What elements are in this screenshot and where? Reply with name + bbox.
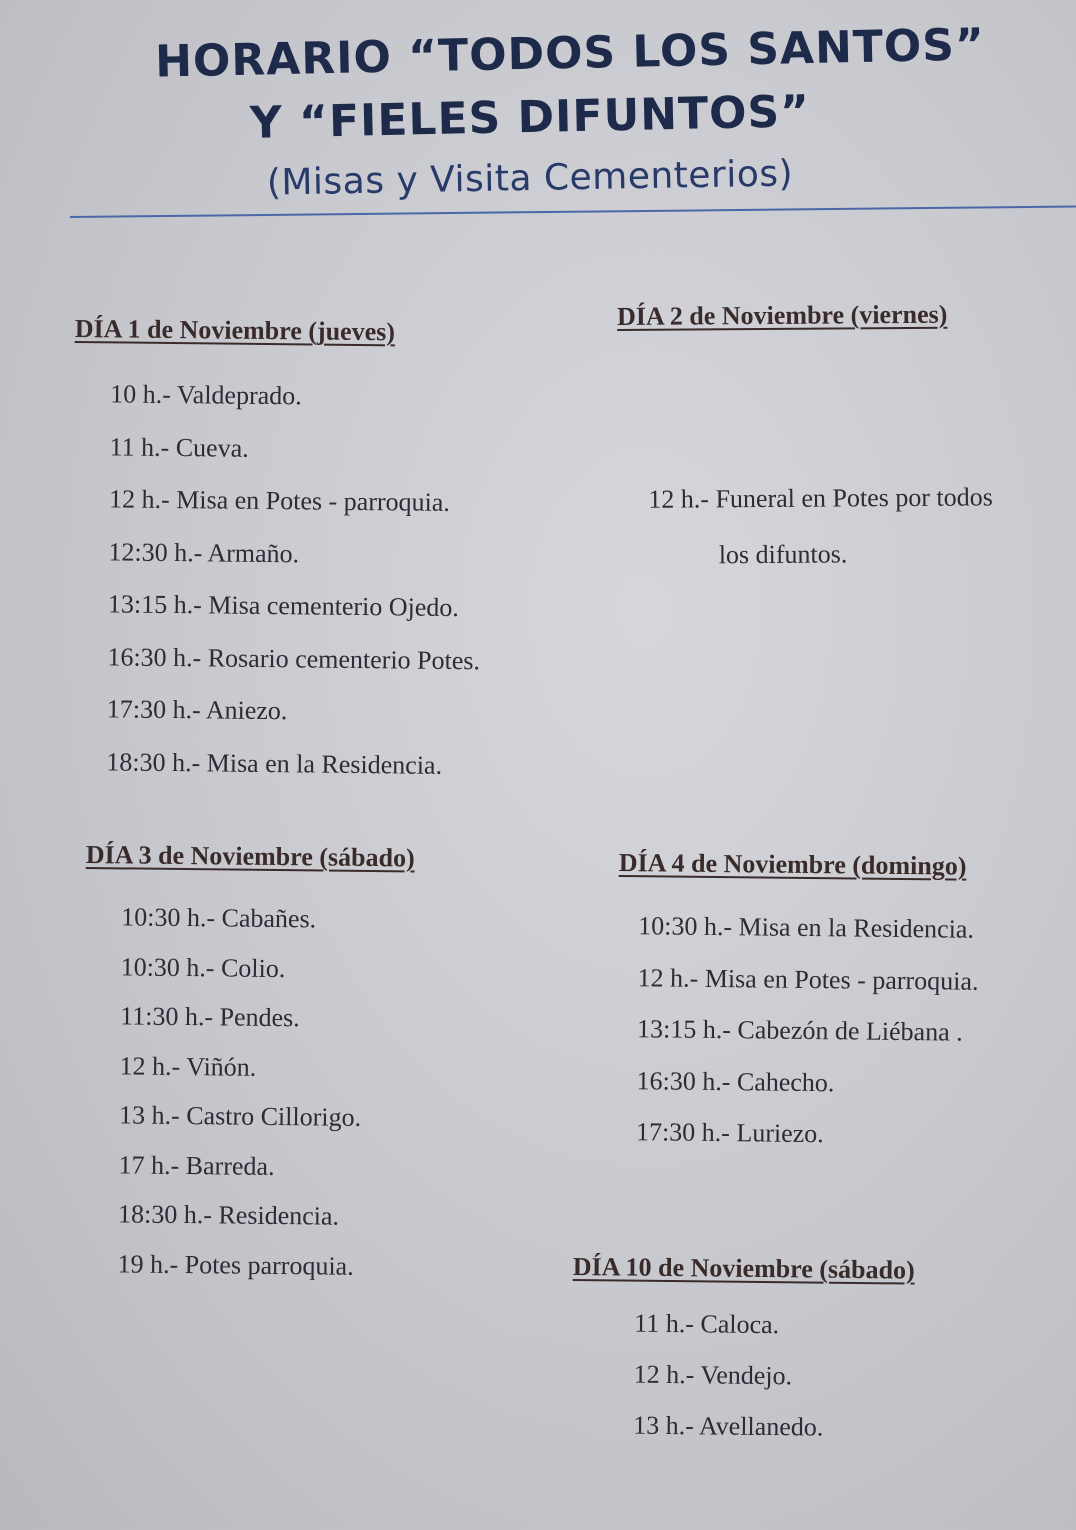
day-heading: DÍA 10 de Noviembre (sábado) <box>572 1252 915 1285</box>
schedule-list <box>633 1299 914 1455</box>
schedule-item: 10:30 h.- Colio. <box>120 951 286 983</box>
schedule-item: 18:30 h.- Misa en la Residencia. <box>106 746 443 780</box>
poster-title-line-2: Y “FIELES DIFUNTOS” <box>249 86 811 149</box>
schedule-item: 10:30 h.- Cabañes. <box>121 902 317 934</box>
day-3-section <box>81 840 415 1291</box>
schedule-item: 11 h.- Cueva. <box>109 431 249 463</box>
day-heading: DÍA 2 de Noviembre (viernes) <box>617 299 948 331</box>
schedule-item: 17:30 h.- Luriezo. <box>635 1117 824 1149</box>
schedule-item: 16:30 h.- Rosario cementerio Potes. <box>107 641 481 675</box>
schedule-item: 12 h.- Funeral en Potes por todos <box>648 482 993 514</box>
schedule-item: 13 h.- Castro Cillorigo. <box>118 1100 362 1132</box>
schedule-item: 12 h.- Misa en Potes - parroquia. <box>637 962 979 996</box>
schedule-item: 13:15 h.- Cabezón de Liébana . <box>636 1014 963 1047</box>
schedule-item: 10:30 h.- Misa en la Residencia. <box>638 911 975 944</box>
schedule-item: 16:30 h.- Cahecho. <box>636 1065 835 1097</box>
schedule-list <box>117 892 414 1291</box>
schedule-item-continuation: los difuntos. <box>718 539 848 570</box>
poster-title-line-1: HORARIO “TODOS LOS SANTOS” <box>154 19 986 88</box>
day-heading: DÍA 4 de Noviembre (domingo) <box>618 848 967 881</box>
schedule-item: 11 h.- Caloca. <box>634 1308 780 1340</box>
day-1-section <box>70 314 484 792</box>
schedule-item: 10 h.- Valdeprado. <box>110 379 302 411</box>
schedule-item: 11:30 h.- Pendes. <box>120 1001 300 1033</box>
day-4-section <box>616 848 980 1161</box>
schedule-item: 12 h.- Misa en Potes - parroquia. <box>108 484 451 517</box>
schedule-list <box>648 469 1076 584</box>
schedule-item: 12 h.- Viñón. <box>119 1050 257 1082</box>
schedule-item: 18:30 h.- Residencia. <box>117 1199 340 1231</box>
schedule-list <box>106 368 483 792</box>
day-2-section <box>617 299 1076 584</box>
title-divider <box>70 205 1076 218</box>
schedule-item: 17 h.- Barreda. <box>118 1149 275 1181</box>
schedule-item: 17:30 h.- Aniezo. <box>106 694 288 726</box>
poster-subtitle: (Misas y Visita Cementerios) <box>266 153 794 204</box>
day-heading: DÍA 3 de Noviembre (sábado) <box>85 840 415 873</box>
schedule-item: 19 h.- Potes parroquia. <box>117 1248 354 1281</box>
day-heading: DÍA 1 de Noviembre (jueves) <box>74 314 396 347</box>
schedule-item: 12 h.- Vendejo. <box>633 1359 793 1391</box>
day-10-section <box>571 1252 915 1455</box>
schedule-list <box>636 900 980 1161</box>
schedule-item: 13 h.- Avellanedo. <box>633 1410 824 1442</box>
schedule-item: 12:30 h.- Armaño. <box>108 536 300 568</box>
schedule-item: 13:15 h.- Misa cementerio Ojedo. <box>107 589 460 623</box>
